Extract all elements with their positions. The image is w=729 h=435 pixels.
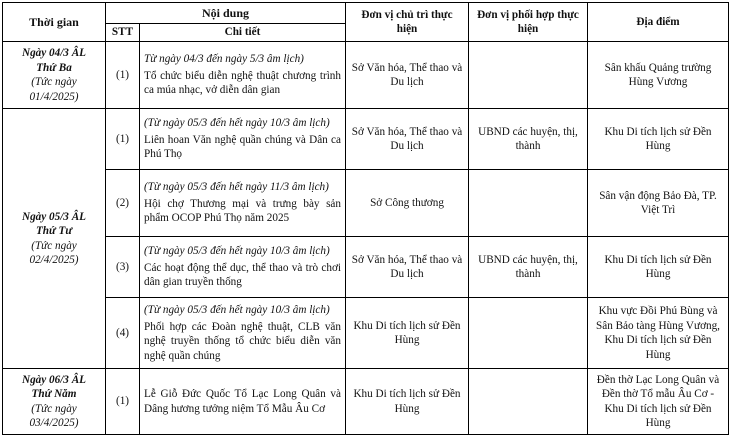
day-title: Ngày 04/3 ÂL (21, 47, 86, 59)
partner-cell (469, 170, 588, 237)
host-cell: Sở Văn hóa, Thể thao và Du lịch (346, 237, 469, 298)
stt-cell: (1) (106, 42, 140, 109)
partner-cell (469, 369, 588, 435)
detail-cell (140, 298, 346, 369)
schedule-table (2, 2, 729, 435)
event-description: Lễ Giỗ Đức Quốc Tổ Lạc Long Quân và Dâng hương tưởng niệm Tổ Mẫu Âu Cơ (144, 388, 341, 415)
day-solar-line2: 01/4/2025) (29, 90, 79, 103)
location-cell: Khu vực Đồi Phú Bùng và Sân Bảo tàng Hùng Vương, Khu Di tích lịch sử Đền Hùng (588, 298, 729, 369)
day-weekday: Thứ Tư (35, 225, 73, 237)
day-weekday: Thứ Năm (31, 388, 77, 400)
day-solar-line1: (Tức ngày (31, 402, 77, 415)
host-cell: Khu Di tích lịch sử Đền Hùng (346, 298, 469, 369)
location-cell: Khu Di tích lịch sử Đền Hùng (588, 109, 729, 170)
partner-cell: UBND các huyện, thị, thành (469, 237, 588, 298)
header-partner: Đơn vị phối hợp thực hiện (469, 3, 588, 42)
table-row (3, 298, 729, 369)
day-solar-line1: (Tức ngày (31, 239, 77, 252)
partner-cell (469, 298, 588, 369)
partner-cell (469, 42, 588, 109)
stt-cell: (1) (106, 369, 140, 435)
day-cell (3, 369, 106, 435)
table-row (3, 237, 729, 298)
event-description: Các hoạt động thể dục, thể thao và trò chơi dân gian truyền thống (144, 261, 341, 289)
stt-cell: (4) (106, 298, 140, 369)
header-host: Đơn vị chủ trì thực hiện (346, 3, 469, 42)
day-weekday: Thứ Ba (36, 61, 72, 74)
event-description: Hội chợ Thương mại và trưng bày sản phẩm OCOP Phú Thọ năm 2025 (144, 197, 341, 225)
host-cell: Khu Di tích lịch sử Đền Hùng (346, 369, 469, 435)
event-period: (Từ ngày 05/3 đến hết ngày 10/3 âm lịch) (144, 245, 330, 258)
table-row (3, 369, 729, 435)
location-cell: Đền thờ Lạc Long Quân và Đền thờ Tổ mẫu Âu Cơ - Khu Di tích lịch sử Đền Hùng (588, 369, 729, 435)
day-title: Ngày 06/3 ÂL (21, 373, 86, 386)
detail-cell (140, 170, 346, 237)
location-cell: Sân khấu Quảng trường Hùng Vương (588, 42, 729, 109)
header-time: Thời gian (3, 3, 106, 42)
location-cell: Khu Di tích lịch sử Đền Hùng (588, 237, 729, 298)
event-description: Phối hợp các Đoàn nghệ thuật, CLB văn nghệ truyền thống tổ chức biểu diễn văn nghệ quần chúng (144, 320, 341, 362)
event-period: (Từ ngày 05/3 đến hết ngày 11/3 âm lịch) (144, 181, 329, 194)
stt-cell: (3) (106, 237, 140, 298)
day-solar-line1: (Tức ngày (31, 76, 77, 88)
header-detail: Chi tiết (140, 24, 346, 42)
event-period: (Từ ngày 05/3 đến hết ngày 10/3 âm lịch) (144, 304, 330, 316)
detail-cell (140, 237, 346, 298)
detail-cell (140, 109, 346, 170)
stt-cell: (2) (106, 170, 140, 237)
host-cell: Sở Công thương (346, 170, 469, 237)
event-period: Từ ngày 04/3 đến ngày 5/3 âm lịch) (144, 53, 304, 66)
partner-cell: UBND các huyện, thị, thành (469, 109, 588, 170)
host-cell: Sở Văn hóa, Thể thao và Du lịch (346, 42, 469, 109)
event-description: Liên hoan Văn nghệ quần chúng và Dân ca Phú Thọ (144, 133, 341, 161)
host-cell: Sở Văn hóa, Thể thao và Du lịch (346, 109, 469, 170)
location-cell: Sân vận động Bảo Đà, TP. Việt Trì (588, 170, 729, 237)
detail-cell (140, 42, 346, 109)
day-title: Ngày 05/3 ÂL (21, 210, 86, 223)
event-description: Tổ chức biểu diễn nghệ thuật chương trình ca múa nhạc, vở diễn dân gian (144, 69, 341, 97)
day-solar-line2: 03/4/2025) (29, 417, 79, 429)
event-period: (Từ ngày 05/3 đến hết ngày 10/3 âm lịch) (144, 117, 330, 130)
table-row (3, 109, 729, 170)
stt-cell: (1) (106, 109, 140, 170)
day-cell (3, 42, 106, 109)
detail-cell (140, 369, 346, 435)
header-content: Nội dung (106, 3, 346, 24)
day-solar-line2: 02/4/2025) (29, 254, 79, 266)
header-stt: STT (106, 24, 140, 42)
day-cell (3, 109, 106, 369)
header-location: Địa điểm (588, 3, 729, 42)
table-row (3, 170, 729, 237)
table-row (3, 42, 729, 109)
